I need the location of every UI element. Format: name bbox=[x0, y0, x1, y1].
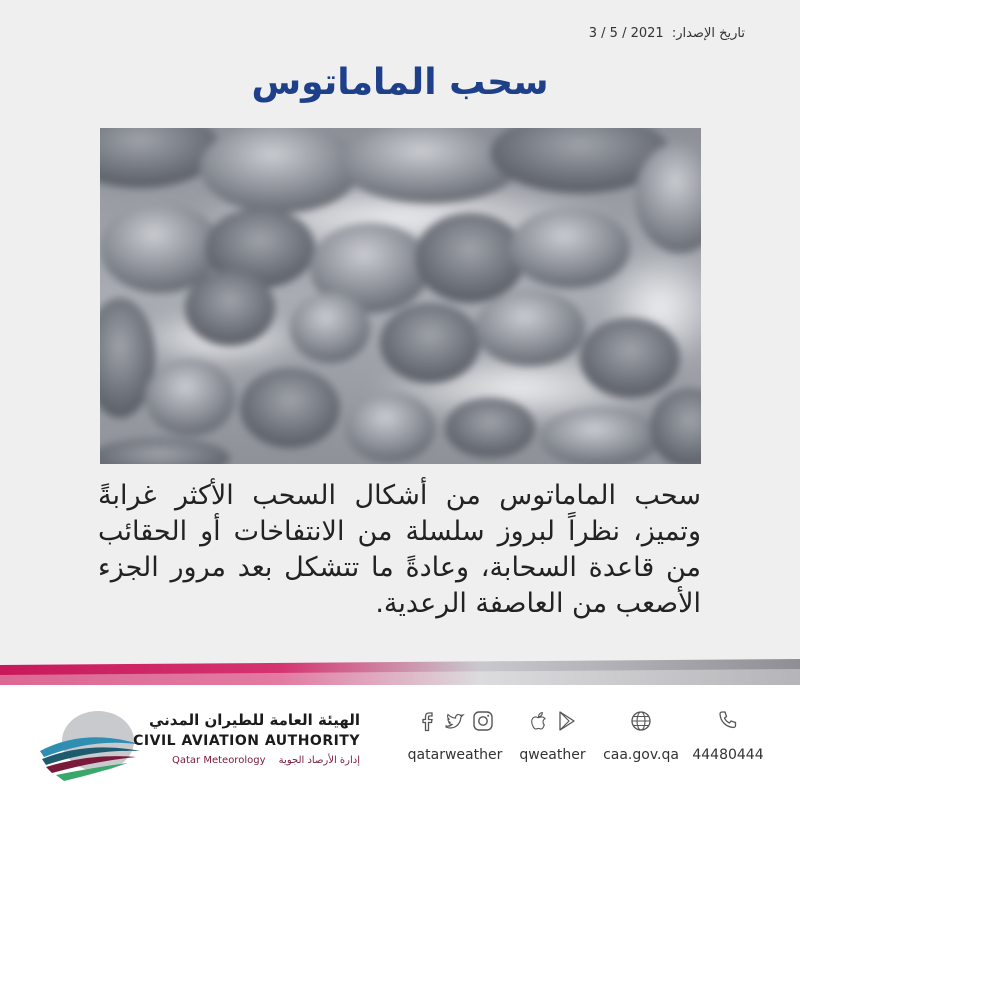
logo-subtitle bbox=[172, 755, 360, 766]
play-store-icon[interactable] bbox=[555, 709, 579, 733]
mammatus-clouds-photo bbox=[100, 128, 701, 464]
contact-apps-label: qweather bbox=[519, 747, 586, 763]
twitter-icon[interactable] bbox=[443, 709, 467, 733]
contact-website[interactable] bbox=[596, 705, 686, 763]
page-title: سحب الماماتوس bbox=[251, 62, 549, 103]
facebook-icon[interactable] bbox=[415, 709, 439, 733]
phone-icon[interactable] bbox=[716, 709, 740, 733]
logo-subtitle-en: Qatar Meteorology bbox=[172, 755, 266, 766]
footer bbox=[0, 685, 800, 805]
globe-icon[interactable] bbox=[629, 709, 653, 733]
logo-english-name: CIVIL AVIATION AUTHORITY bbox=[133, 733, 360, 749]
instagram-icon[interactable] bbox=[471, 709, 495, 733]
contact-website-label: caa.gov.qa bbox=[603, 747, 679, 763]
description-text: سحب الماماتوس من أشكال السحب الأكثر غرابةً وتميز، نظراً لبروز سلسلة من الانتفاخات أو الحقائب من قاعدة السحابة، وعادةً ما تتشكل بعد مرور الجزء الأصعب من العاصفة الرعدية. bbox=[98, 480, 701, 619]
caa-logo bbox=[30, 707, 370, 787]
apple-icon[interactable] bbox=[527, 709, 551, 733]
contact-social-label: qatarweather bbox=[407, 747, 503, 763]
contact-apps[interactable] bbox=[510, 705, 595, 763]
color-band bbox=[0, 655, 800, 685]
contact-social[interactable] bbox=[400, 705, 510, 763]
contact-phone-label: 44480444 bbox=[692, 747, 764, 763]
issue-date bbox=[589, 26, 745, 41]
issue-date-label: تاريخ الإصدار: bbox=[671, 26, 745, 41]
contact-phone[interactable] bbox=[688, 705, 768, 763]
caa-emblem-icon bbox=[36, 707, 146, 787]
logo-subtitle-ar: إدارة الأرصاد الجوية bbox=[278, 755, 360, 766]
logo-arabic-name: الهيئة العامة للطيران المدني bbox=[148, 711, 360, 729]
issue-date-value: 3 / 5 / 2021 bbox=[588, 26, 664, 41]
